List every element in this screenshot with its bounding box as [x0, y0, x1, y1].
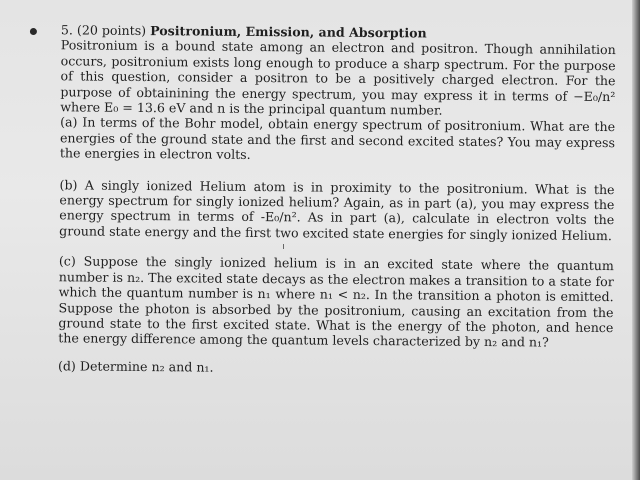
bullet-icon [30, 28, 37, 35]
background-edge-shadow [632, 0, 640, 480]
part-c: (c) Suppose the singly ionized helium is in an excited state where the quantum number is n₂. The excited state decays as the electron makes a transition to a state for which the quantum number is n₁ where n₁ < n₂. In the transition a photon is emitted. Suppose the photon is absorbed by the positronium, causing an excitation from the ground state to the first excited state. What is the energy of the photon, and hence the energy difference among the quantum levels characterized by n₂ and n₁? [58, 253, 614, 350]
problem-title: Positronium, Emission, and Absorption [150, 23, 427, 41]
part-d: (d) Determine n₂ and n₁. [57, 357, 214, 375]
intro-paragraph: Positronium is a bound state among an electron and positron. Though annihilation occurs, positronium exists long enough to produce a sharp spectrum. For the purpose of this question, consider a positron to be a positively charged electron. For the purpose of obtainining the energy spectrum, you may express it in terms of −E₀/n² where E₀ = 13.6 eV and n is the principal quantum number. [60, 37, 616, 118]
problem-sheet [25, 22, 616, 378]
problem-number: 5. (20 points) [60, 22, 147, 39]
pencil-mark [283, 244, 284, 249]
part-b: (b) A singly ionized Helium atom is in proximity to the positronium. What is the energy spectrum for singly ionized helium? Again, as in part (a), you may express the energy spectrum in terms of -E₀/n². As in part (a), calculate in electron volts the ground state energy and the first two excited state energies for singly ionized Helium. [59, 176, 615, 243]
part-a: (a) In terms of the Bohr model, obtain energy spectrum of positronium. What are the energies of the ground state and the first and second excited states? You may express the energies in electron volts. [59, 114, 616, 163]
